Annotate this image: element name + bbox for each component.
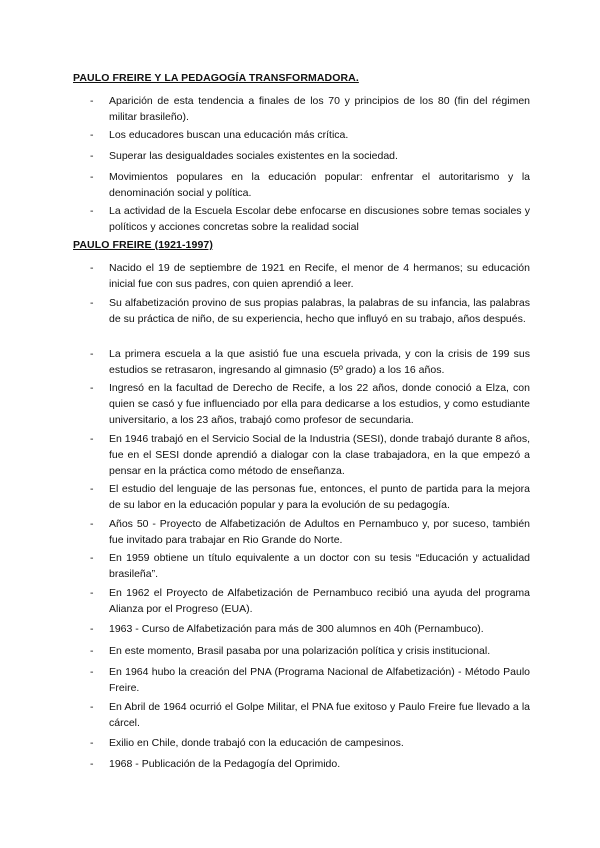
list-item: - Su alfabetización provino de sus propias palabras, la palabras de su infancia, las palabras de su práctica de niño, de su experiencia, hecho que influyó en su trabajo, años después. <box>90 297 530 325</box>
bullet-dash: - <box>90 150 94 162</box>
bullet-dash: - <box>90 701 94 713</box>
bullet-dash: - <box>90 297 94 309</box>
section-heading-pedagogia: PAULO FREIRE Y LA PEDAGOGÍA TRANSFORMADORA. <box>73 72 359 84</box>
bullet-dash: - <box>90 382 94 394</box>
list-item: - Aparición de esta tendencia a finales de los 70 y principios de los 80 (fin del régimen militar brasileño). <box>90 95 530 123</box>
list-item: - En 1946 trabajó en el Servicio Social de la Industria (SESI), donde trabajó durante 8 años, fue en el SESI donde aprendió a dialogar con la clase trabajadora, en la que empezó a pensar en la práctica como método de enseñanza. <box>90 433 530 477</box>
bullet-dash: - <box>90 129 94 141</box>
section-heading-biografia: PAULO FREIRE (1921-1997) <box>73 239 213 251</box>
list-item: - El estudio del lenguaje de las personas fue, entonces, el punto de partida para la mejora de su labor en la educación popular y para la evolución de su pedagogía. <box>90 483 530 511</box>
list-item: - Superar las desigualdades sociales existentes en la sociedad. <box>90 150 398 162</box>
list-item: - En este momento, Brasil pasaba por una polarización política y crisis institucional. <box>90 645 491 657</box>
list-item: - Exilio en Chile, donde trabajó con la educación de campesinos. <box>90 737 404 749</box>
list-item: - En 1964 hubo la creación del PNA (Programa Nacional de Alfabetización) - Método Paulo Freire. <box>90 666 530 694</box>
list-item: - En 1962 el Proyecto de Alfabetización de Pernambuco recibió una ayuda del programa Alianza por el Progreso (EUA). <box>90 587 530 615</box>
bullet-dash: - <box>90 483 94 495</box>
list-item: - 1968 - Publicación de la Pedagogía del Oprimido. <box>90 758 341 770</box>
bullet-dash: - <box>90 623 94 635</box>
list-item: - Los educadores buscan una educación más crítica. <box>90 129 349 141</box>
bullet-dash: - <box>90 737 94 749</box>
bullet-dash: - <box>90 552 94 564</box>
list-item: - Ingresó en la facultad de Derecho de Recife, a los 22 años, donde conoció a Elza, con quien se casó y fue influenciado por ella para dedicarse a los estudios, y como estudiante universitario, a los 23 años, trabajó como profesor de secundaria. <box>90 382 530 426</box>
list-item: - En Abril de 1964 ocurrió el Golpe Militar, el PNA fue exitoso y Paulo Freire fue llevado a la cárcel. <box>90 701 530 729</box>
bullet-dash: - <box>90 95 94 107</box>
bullet-dash: - <box>90 262 94 274</box>
list-item: - 1963 - Curso de Alfabetización para más de 300 alumnos en 40h (Pernambuco). <box>90 623 484 635</box>
bullet-dash: - <box>90 758 94 770</box>
bullet-dash: - <box>90 433 94 445</box>
list-item: - Movimientos populares en la educación popular: enfrentar el autoritarismo y la denominación social y política. <box>90 171 530 199</box>
list-item: - Años 50 - Proyecto de Alfabetización de Adultos en Pernambuco y, por suceso, también fue invitado para trabajar en Rio Grande do Norte. <box>90 518 530 546</box>
bullet-dash: - <box>90 645 94 657</box>
bullet-dash: - <box>90 205 94 217</box>
bullet-dash: - <box>90 587 94 599</box>
list-item: - Nacido el 19 de septiembre de 1921 en Recife, el menor de 4 hermanos; su educación inicial fue con sus padres, con quien aprendió a leer. <box>90 262 530 290</box>
list-item: - La primera escuela a la que asistió fue una escuela privada, y con la crisis de 199 sus estudios se retrasaron, ingresando al gimnasio (5º grado) a los 16 años. <box>90 348 530 376</box>
bullet-dash: - <box>90 348 94 360</box>
bullet-dash: - <box>90 666 94 678</box>
bullet-dash: - <box>90 518 94 530</box>
list-item: - La actividad de la Escuela Escolar debe enfocarse en discusiones sobre temas sociales y políticos y acciones concretas sobre la realidad social <box>90 205 530 233</box>
bullet-dash: - <box>90 171 94 183</box>
list-item: - En 1959 obtiene un título equivalente a un doctor con su tesis “Educación y actualidad brasileña”. <box>90 552 530 580</box>
